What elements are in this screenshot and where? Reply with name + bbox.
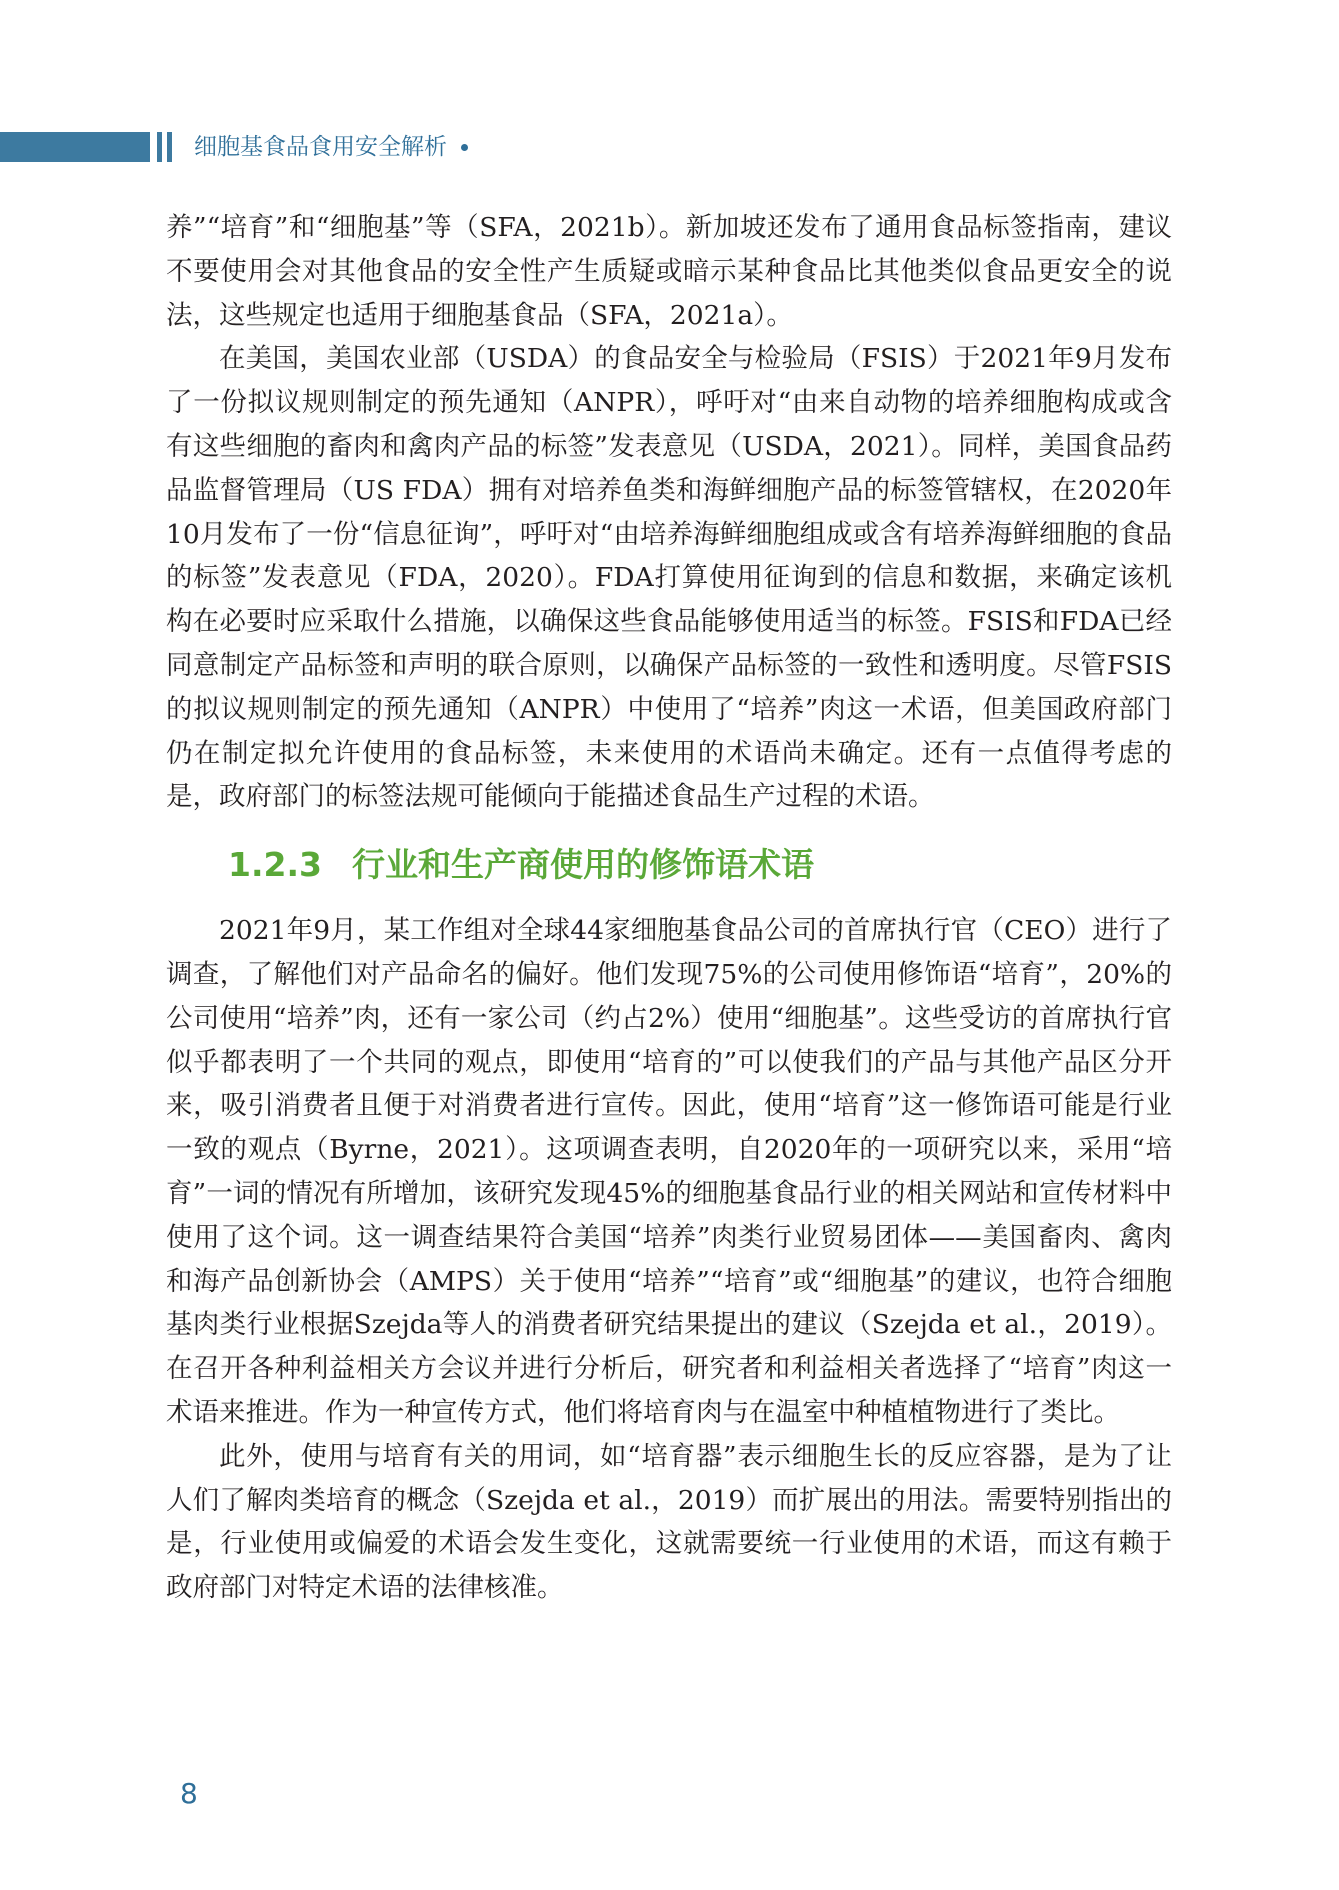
header-stripe bbox=[157, 132, 162, 162]
page-body bbox=[166, 206, 1172, 1610]
paragraph: 在美国，美国农业部（USDA）的食品安全与检验局（FSIS）于2021年9月发布了一份拟议规则制定的预先通知（ANPR），呼吁对“由来自动物的培养细胞构成或含有这些细胞的畜肉和禽肉产品的标签”发表意见（USDA，2021）。同样，美国食品药品监督管理局（US FDA）拥有对培养鱼类和海鲜细胞产品的标签管辖权，在2020年10月发布了一份“信息征询”，呼吁对“由培养海鲜细胞组成或含有培养海鲜细胞的食品的标签”发表意见（FDA，2020）。FDA打算使用征询到的信息和数据，来确定该机构在必要时应采取什么措施，以确保这些食品能够使用适当的标签。FSIS和FDA已经同意制定产品标签和声明的联合原则，以确保产品标签的一致性和透明度。尽管FSIS的拟议规则制定的预先通知（ANPR）中使用了“培养”肉这一术语，但美国政府部门仍在制定拟允许使用的食品标签，未来使用的术语尚未确定。还有一点值得考虑的是，政府部门的标签法规可能倾向于能描述食品生产过程的术语。 bbox=[166, 343, 1172, 813]
header-color-bar bbox=[0, 132, 150, 162]
bullet-dot-icon bbox=[461, 144, 468, 151]
paragraph: 此外，使用与培育有关的用词，如“培育器”表示细胞生长的反应容器，是为了让人们了解肉类培育的概念（Szejda et al.，2019）而扩展出的用法。需要特别指出的是，行业使用或偏爱的术语会发生变化，这就需要统一行业使用的术语，而这有赖于政府部门对特定术语的法律核准。 bbox=[166, 1440, 1172, 1604]
paragraph: 养”“培育”和“细胞基”等（SFA，2021b）。新加坡还发布了通用食品标签指南，建议不要使用会对其他食品的安全性产生质疑或暗示某种食品比其他类似食品更安全的说法，这些规定也适用于细胞基食品（SFA，2021a）。 bbox=[166, 212, 1172, 331]
page-number: 8 bbox=[180, 1777, 198, 1810]
header-stripe bbox=[167, 132, 172, 162]
section-number: 1.2.3 bbox=[228, 845, 322, 885]
section-heading bbox=[166, 843, 1172, 887]
running-header-title: 细胞基食品食用安全解析 bbox=[194, 134, 447, 160]
section-title: 行业和生产商使用的修饰语术语 bbox=[351, 845, 814, 885]
running-header bbox=[194, 131, 468, 163]
paragraph: 2021年9月，某工作组对全球44家细胞基食品公司的首席执行官（CEO）进行了调查，了解他们对产品命名的偏好。他们发现75%的公司使用修饰语“培育”，20%的公司使用“培养”肉，还有一家公司（约占2%）使用“细胞基”。这些受访的首席执行官似乎都表明了一个共同的观点，即使用“培育的”可以使我们的产品与其他产品区分开来，吸引消费者且便于对消费者进行宣传。因此，使用“培育”这一修饰语可能是行业一致的观点（Byrne，2021）。这项调查表明，自2020年的一项研究以来，采用“培育”一词的情况有所增加，该研究发现45%的细胞基食品行业的相关网站和宣传材料中使用了这个词。这一调查结果符合美国“培养”肉类行业贸易团体——美国畜肉、禽肉和海产品创新协会（AMPS）关于使用“培养”“培育”或“细胞基”的建议，也符合细胞基肉类行业根据Szejda等人的消费者研究结果提出的建议（Szejda et al.，2019）。在召开各种利益相关方会议并进行分析后，研究者和利益相关者选择了“培育”肉这一术语来推进。作为一种宣传方式，他们将培育肉与在温室中种植植物进行了类比。 bbox=[166, 915, 1172, 1428]
